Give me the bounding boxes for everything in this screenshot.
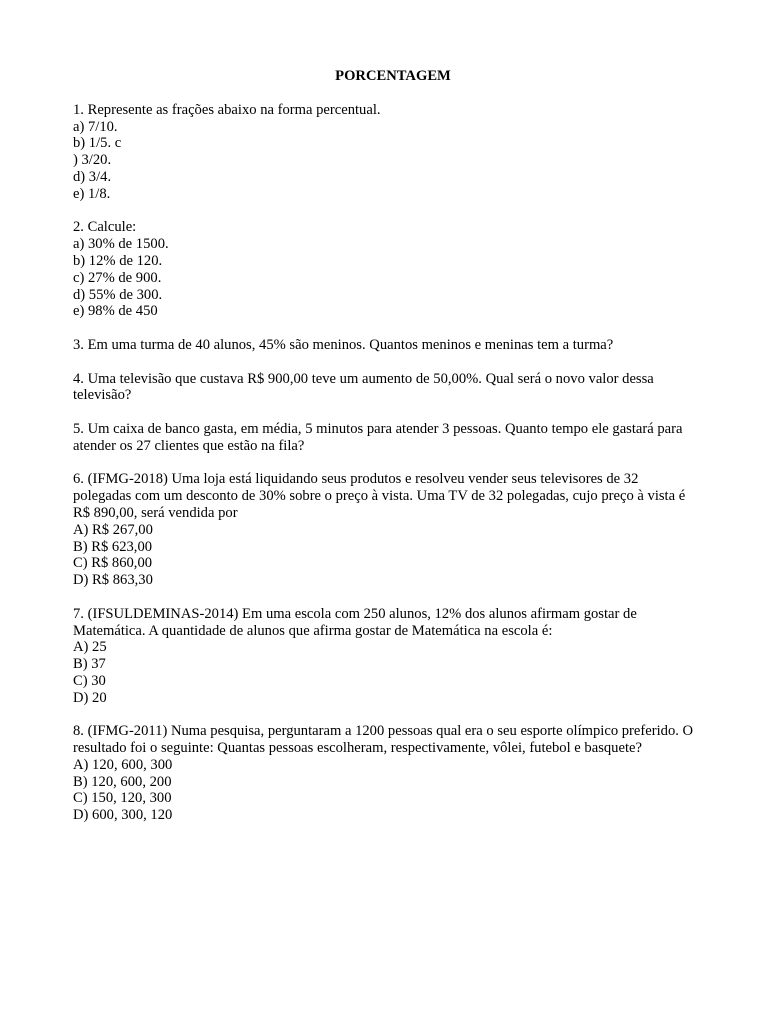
answer-option: B) 120, 600, 200 <box>73 773 172 790</box>
answer-option: e) 98% de 450 <box>73 303 158 320</box>
question-text: 6. (IFMG-2018) Uma loja está liquidando seus produtos e resolveu vender seus televisores de 32 polegadas com um desconto de 30% sobre o preço à vista. Uma TV de 32 polegadas, cujo preço à vista é R$ 890,00, será vendida por <box>73 471 686 521</box>
answer-option: D) R$ 863,30 <box>73 572 153 589</box>
question-5 <box>73 421 695 455</box>
answer-option: b) 12% de 120. <box>73 252 163 269</box>
answer-option: C) R$ 860,00 <box>73 555 153 572</box>
answer-option: D) 600, 300, 120 <box>73 807 173 824</box>
question-text: 3. Em uma turma de 40 alunos, 45% são meninos. Quantos meninos e meninas tem a turma? <box>73 336 614 353</box>
answer-option: ) 3/20. <box>73 152 112 169</box>
answer-option: D) 20 <box>73 689 107 706</box>
answer-option: c) 27% de 900. <box>73 269 162 286</box>
question-8 <box>73 723 695 824</box>
answer-option: b) 1/5. c <box>73 135 122 152</box>
question-text: 8. (IFMG-2011) Numa pesquisa, perguntaram a 1200 pessoas qual era o seu esporte olímpico preferido. O resultado foi o seguinte: Quantas pessoas escolheram, respectivamente, vôlei, futebol e basquete? <box>73 723 694 757</box>
question-1 <box>73 102 695 203</box>
page-title: PORCENTAGEM <box>335 68 451 84</box>
answer-option: B) 37 <box>73 656 106 673</box>
question-text: 4. Uma televisão que custava R$ 900,00 teve um aumento de 50,00%. Qual será o novo valor dessa televisão? <box>73 370 654 404</box>
question-6 <box>73 471 695 589</box>
question-2 <box>73 219 695 320</box>
answer-option: d) 3/4. <box>73 168 112 185</box>
question-text: 5. Um caixa de banco gasta, em média, 5 minutos para atender 3 pessoas. Quanto tempo ele gastará para atender os 27 clientes que estão na fila? <box>73 420 683 454</box>
answer-option: a) 30% de 1500. <box>73 236 169 253</box>
answer-option: A) 120, 600, 300 <box>73 756 173 773</box>
question-3 <box>73 337 695 354</box>
question-text: 2. Calcule: <box>73 219 137 236</box>
answer-option: C) 30 <box>73 672 106 689</box>
answer-option: a) 7/10. <box>73 118 118 135</box>
question-text: 7. (IFSULDEMINAS-2014) Em uma escola com 250 alunos, 12% dos alunos afirmam gostar de Matemática. A quantidade de alunos que afirma gostar de Matemática na escola é: <box>73 605 637 639</box>
question-text: 1. Represente as frações abaixo na forma percentual. <box>73 101 381 118</box>
question-7 <box>73 606 695 707</box>
answer-option: B) R$ 623,00 <box>73 538 153 555</box>
question-4 <box>73 371 695 405</box>
answer-option: A) R$ 267,00 <box>73 521 153 538</box>
answer-option: C) 150, 120, 300 <box>73 790 172 807</box>
document-page <box>73 68 695 841</box>
answer-option: d) 55% de 300. <box>73 286 163 303</box>
answer-option: e) 1/8. <box>73 185 111 202</box>
answer-option: A) 25 <box>73 639 107 656</box>
